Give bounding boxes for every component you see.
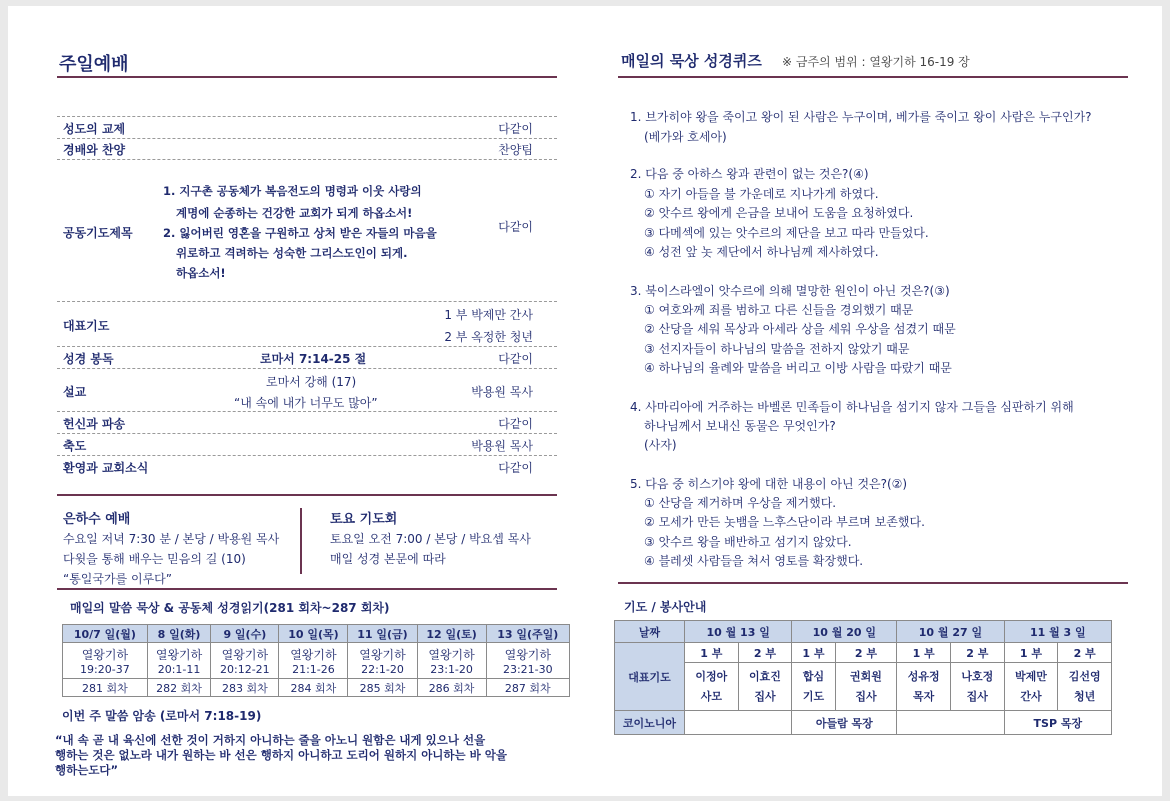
order-who: 다같이 [498,122,533,136]
reading-day: 12 일(토) [417,625,486,643]
reading-book: 열왕기하 [81,647,129,662]
reading-table [62,624,570,697]
duty-person [897,663,951,711]
reading-book: 열왕기하 [428,647,475,662]
order-who: 다같이 [498,461,533,475]
duty-date: 11 월 3 일 [1004,621,1111,643]
memory-title: 이번 주 말씀 암송 (로마서 7:18-19) [62,709,262,723]
order-who: 2 부 옥정한 청년 [444,330,533,344]
reading-book: 열왕기하 [221,647,269,662]
reading-cell [279,643,348,679]
order-name: 공동기도제목 [63,226,133,240]
vertical-divider [300,508,302,574]
quiz-question: 1. 브가히야 왕을 죽이고 왕이 된 사람은 누구이며, 베가를 죽이고 왕이 사람은 누구인가? [630,110,1092,124]
reading-book: 열왕기하 [290,647,337,662]
sunday-worship-title: 주일예배 [59,54,129,75]
reading-verses: 20:1-11 [157,662,201,676]
reading-verses: 22:1-20 [361,662,404,676]
duty-name: 박제만 [1015,669,1047,683]
reading-title: 매일의 말씀 묵상 & 공동체 성경읽기(281 회차~287 회차) [70,601,390,615]
title-divider [618,76,1128,78]
quiz-question: 4. 사마리아에 거주하는 바벨론 민족들이 하나님을 섬기지 않자 그들을 심판하기 위해 [630,400,1074,414]
duty-role: 청년 [1074,689,1096,703]
duty-name: 합심 [802,669,825,683]
duty-date-label: 날짜 [615,621,685,643]
duty-part: 2 부 [738,643,792,663]
duty-name: 나호정 [961,669,994,683]
quiz-question: 2. 다음 중 아하스 왕과 관련이 없는 것은?(④) [630,167,869,181]
order-name: 축도 [63,439,87,453]
duty-title: 기도 / 봉사안내 [624,600,707,614]
duty-date: 10 월 13 일 [685,621,792,643]
wednesday-series: 다윗을 통해 배우는 믿음의 길 (10) [63,552,246,566]
wednesday-title: 은하수 예배 [63,512,131,527]
duty-koinonia: TSP 목장 [1004,711,1111,735]
duty-name: 이정아 [695,669,728,683]
reading-book: 열왕기하 [155,647,203,662]
quiz-question: 3. 북이스라엘이 앗수르에 의해 멸망한 원인이 아닌 것은?(③) [630,284,950,298]
duty-name: 이효진 [749,669,781,683]
duty-person [792,663,835,711]
duty-person [1058,663,1112,711]
duty-date: 10 월 20 일 [792,621,897,643]
prayer-line: 계명에 순종하는 건강한 교회가 되게 하옵소서! [176,206,413,220]
reading-day: 8 일(화) [147,625,211,643]
order-who: 다같이 [498,352,533,366]
quiz-option: ④ 하나님의 율례와 말씀을 버리고 이방 사람을 따랐기 때문 [644,361,952,375]
duty-role: 기도 [802,689,825,703]
quiz-answer: (베가와 호세아) [644,130,727,144]
duty-part: 1 부 [792,643,835,663]
order-who: 박용원 목사 [471,385,533,399]
quiz-option: ② 모세가 만든 놋뱀을 느후스단이라 부르며 보존했다. [644,515,925,529]
order-name: 대표기도 [63,319,110,333]
duty-part: 2 부 [950,643,1004,663]
reading-count: 283 회차 [211,679,279,697]
prayer-line: 2. 잃어버린 영혼을 구원하고 상처 받은 자들의 마음을 [163,226,437,240]
section-divider [57,588,557,590]
divider [57,411,557,412]
memory-line: 행하는 것은 없노라 내가 원하는 바 선은 행하지 아니하고 도리어 원하지 아니하는 바 악을 [55,748,507,762]
order-who: 찬양팀 [498,143,533,157]
reading-count: 285 회차 [348,679,417,697]
quiz-option: ④ 블레셋 사람들을 쳐서 영토를 확장했다. [644,554,864,568]
reading-verses: 21:1-26 [292,662,335,676]
order-who: 다같이 [498,417,533,431]
quiz-option: ③ 다메섹에 있는 앗수르의 제단을 보고 따라 만들었다. [644,226,929,240]
wednesday-sermon: “통일국가를 이루다” [63,572,172,586]
sermon-series: 로마서 강해 (17) [266,375,357,389]
order-name: 헌신과 파송 [63,417,126,431]
quiz-option: ① 여호와께 죄를 범하고 다른 신들을 경외했기 때문 [644,303,914,317]
reading-cell [63,643,148,679]
prayer-line: 1. 지구촌 공동체가 복음전도의 명령과 이웃 사랑의 [163,184,422,198]
reading-verses: 19:20-37 [80,662,130,676]
quiz-question: 5. 다음 중 히스기야 왕에 대한 내용이 아닌 것은?(②) [630,477,908,491]
reading-count: 286 회차 [417,679,486,697]
reading-count: 284 회차 [279,679,348,697]
duty-person [835,663,897,711]
divider [57,368,557,369]
divider [57,138,557,139]
saturday-note: 매일 성경 본문에 따라 [330,552,446,566]
reading-book: 열왕기하 [504,647,551,662]
sermon-title: “내 속에 내가 너무도 많아” [234,396,378,410]
saturday-info: 토요일 오전 7:00 / 본당 / 박요셉 목사 [330,532,531,546]
duty-koinonia-label: 코이노니아 [615,711,685,735]
reading-count: 282 회차 [147,679,211,697]
reading-book: 열왕기하 [359,647,406,662]
order-name: 성도의 교제 [63,122,126,136]
duty-koinonia: 아들람 목장 [792,711,897,735]
duty-person [950,663,1004,711]
duty-name: 성유정 [907,669,940,683]
order-name: 환영과 교회소식 [63,461,149,475]
duty-role: 목자 [913,689,935,703]
duty-part: 2 부 [835,643,897,663]
duty-name: 김선영 [1068,669,1101,683]
order-who: 박용원 목사 [471,439,533,453]
section-divider [618,582,1128,584]
title-divider [57,76,557,78]
duty-role: 간사 [1020,689,1042,703]
reading-verses: 23:21-30 [502,662,553,676]
reading-day: 9 일(수) [211,625,279,643]
order-name: 설교 [63,385,87,399]
reading-day: 11 일(금) [348,625,417,643]
memory-line: “내 속 곧 내 육신에 선한 것이 거하지 아니하는 줄을 아노니 원함은 내게 있으나 선을 [55,733,486,747]
reading-count: 287 회차 [486,679,569,697]
reading-cell [211,643,279,679]
reading-day: 13 일(주일) [486,625,569,643]
quiz-title: 매일의 묵상 성경퀴즈 [621,52,762,70]
duty-role: 사모 [700,689,722,703]
reading-cell [348,643,417,679]
duty-part: 1 부 [685,643,739,663]
duty-prayer-label: 대표기도 [615,643,685,711]
duty-part: 1 부 [897,643,951,663]
duty-role: 집사 [966,689,988,703]
duty-role: 집사 [754,689,776,703]
quiz-answer: (사자) [644,438,677,452]
order-who: 다같이 [498,220,533,234]
divider [57,433,557,434]
saturday-title: 토요 기도회 [330,512,398,527]
duty-person [738,663,792,711]
quiz-range: ※ 금주의 범위 : 열왕기하 16-19 장 [782,55,970,69]
divider [57,116,557,117]
prayer-line: 위로하고 격려하는 성숙한 그리스도인이 되게. [176,246,408,260]
order-center: 로마서 7:14-25 절 [260,352,367,366]
prayer-line: 하옵소서! [176,266,226,280]
reading-verses: 20:12-21 [220,662,270,676]
duty-person [685,663,739,711]
divider [57,455,557,456]
quiz-option: ② 앗수르 왕에게 은금을 보내어 도움을 요청하였다. [644,206,914,220]
reading-verses: 23:1-20 [430,662,473,676]
duty-person [1004,663,1058,711]
memory-line: 행하는도다” [55,763,119,777]
quiz-option: ① 산당을 제거하며 우상을 제거했다. [644,496,837,510]
reading-cell [417,643,486,679]
order-name: 경배와 찬양 [63,143,126,157]
reading-day: 10/7 일(월) [63,625,148,643]
quiz-option: ② 산당을 세워 목상과 아세라 상을 세워 우상을 섬겼기 때문 [644,322,956,336]
duty-role: 집사 [855,689,877,703]
divider [57,346,557,347]
order-name: 성경 봉독 [63,352,114,366]
reading-day: 10 일(목) [279,625,348,643]
quiz-option: ③ 앗수르 왕을 배반하고 섬기지 않았다. [644,535,852,549]
quiz-option: ① 자기 아들을 불 가운데로 지나가게 하였다. [644,187,879,201]
reading-count: 281 회차 [63,679,148,697]
bulletin-page [8,6,1162,796]
duty-koinonia [685,711,792,735]
divider [57,301,557,302]
divider [57,159,557,160]
reading-cell [147,643,211,679]
quiz-line: 하나님께서 보내신 동물은 무엇인가? [644,419,836,433]
quiz-option: ③ 선지자들이 하나님의 말씀을 전하지 않았기 때문 [644,342,910,356]
reading-cell [486,643,569,679]
wednesday-info: 수요일 저녁 7:30 분 / 본당 / 박용원 목사 [63,532,280,546]
section-divider [57,494,557,496]
duty-date: 10 월 27 일 [897,621,1004,643]
duty-part: 1 부 [1004,643,1058,663]
duty-table [614,620,1112,735]
duty-name: 권회원 [850,669,882,683]
duty-koinonia [897,711,1004,735]
order-who: 1 부 박제만 간사 [444,308,533,322]
duty-part: 2 부 [1058,643,1112,663]
quiz-option: ④ 성전 앞 놋 제단에서 하나님께 제사하였다. [644,245,879,259]
